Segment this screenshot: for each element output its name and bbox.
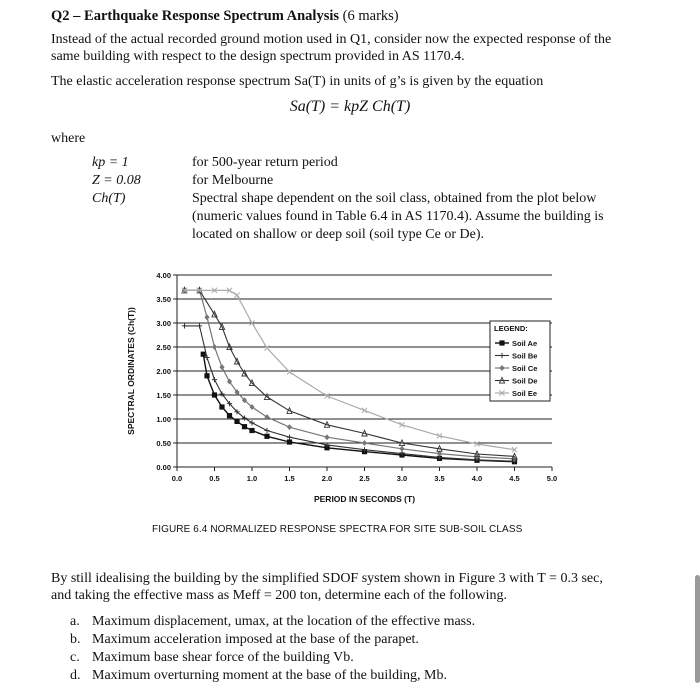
marker-diamond [362,440,367,446]
task-item [70,649,475,667]
series-line [185,290,515,456]
marker-x [264,345,269,350]
y-tick-label: 2.50 [156,343,171,352]
definition-desc [192,190,604,244]
marker-diamond [219,364,224,370]
page-scrollbar[interactable] [695,575,700,683]
marker-diamond [324,434,329,440]
definition-desc-line: for Melbourne [192,173,274,188]
marker-square [204,373,209,378]
task-text: Maximum base shear force of the building Vb. [92,650,354,665]
task-list [70,613,475,685]
legend-title: LEGEND: [494,324,528,333]
task-marker: a. [70,614,80,629]
task-item [70,613,475,631]
x-tick-label: 5.0 [546,474,558,483]
y-tick-label: 4.00 [156,271,171,280]
question-title: Q2 – Earthquake Response Spectrum Analysis [51,8,340,24]
x-tick-label: 2.0 [321,474,333,483]
y-tick-label: 3.50 [156,295,171,304]
x-tick-labels [172,474,557,483]
y-tick-label: 2.00 [156,367,171,376]
task-marker: c. [70,650,80,665]
marker-square [201,352,206,357]
x-tick-label: 4.5 [509,474,520,483]
where-label: where [51,131,86,146]
definition-desc-line: for 500-year return period [192,155,338,170]
spectrum-line: The elastic acceleration response spectrum Sa(T) in units of g’s is given by the equation [51,74,544,89]
chart-legend [490,321,550,401]
marker-plus [197,323,202,328]
marker-diamond [399,446,404,452]
marker-square [227,413,232,418]
x-tick-label: 1.0 [246,474,258,483]
marker-x [324,393,329,398]
definition-symbol: Z = 0.08 [92,173,141,188]
y-tick-labels [156,271,171,472]
definition-row [92,172,604,190]
series-line [185,290,515,458]
figure-caption: FIGURE 6.4 NORMALIZED RESPONSE SPECTRA FOR SITE SUB-SOIL CLASS [152,524,523,535]
task-marker: d. [70,668,81,683]
legend-entry: Soil Ce [512,364,538,373]
marker-diamond [212,344,217,350]
equation: Sa(T) = kpZ Ch(T) [289,98,411,115]
task-text: Maximum acceleration imposed at the base of the parapet. [92,632,419,647]
intro-line-1: Instead of the actual recorded ground motion used in Q1, consider now the expected response of the [51,32,612,47]
series-soil-ce [182,287,517,461]
legend-entry: Soil Ee [512,389,538,398]
legend-entry: Soil Be [512,351,538,361]
definition-desc [192,154,604,172]
definition-desc-line: (numeric values found in Table 6.4 in AS 1170.4). Assume the building is [192,209,604,224]
marker-square [287,439,292,444]
definitions-table [92,154,604,244]
followup-line-1: By still idealising the building by the simplified SDOF system shown in Figure 3 with T = 0.3 sec, [51,571,603,586]
task-text: Maximum overturning moment at the base of the building, Mb. [92,668,447,683]
marker-diamond [204,314,209,320]
x-tick-label: 1.5 [284,474,295,483]
y-tick-label: 1.50 [156,391,171,400]
x-tick-label: 0.5 [209,474,220,483]
x-tick-label: 3.5 [434,474,445,483]
marker-square [264,434,269,439]
marker-square [242,424,247,429]
marker-plus [287,435,292,440]
legend-entry: Soil Ae [512,339,538,348]
marker-diamond [287,424,292,430]
intro-line-2: same building with respect to the design spectrum provided in AS 1170.4. [51,49,465,64]
x-tick-label: 0.0 [171,474,183,483]
definition-row [92,190,604,244]
series-soil-de [182,287,517,459]
series-soil-ee [182,288,517,453]
definition-desc-line: located on shallow or deep soil (soil type Ce or De). [192,227,484,242]
definition-row [92,154,604,172]
y-tick-label: 3.00 [156,319,171,328]
marker-plus [212,377,217,382]
response-spectra-chart [120,262,580,512]
x-axis-label: PERIOD IN SECONDS (T) [313,494,416,504]
definition-symbol: Ch(T) [92,191,126,206]
y-tick-label: 1.00 [156,415,171,424]
y-tick-label: 0.50 [156,439,171,448]
marker-x [234,293,239,298]
marker-square [499,340,504,345]
followup-line-2: and taking the effective mass as Meff = 200 ton, determine each of the following. [51,588,508,603]
marker-square [212,392,217,397]
marker-plus [264,428,269,433]
y-axis-label: SPECTRAL ORDINATES (Ch(T)) [126,307,136,435]
chart-series [182,287,517,464]
marker-square [219,404,224,409]
x-tick-label: 2.5 [359,474,370,483]
x-tick-label: 3.0 [396,474,408,483]
legend-entry: Soil De [512,376,538,386]
series-line [185,290,515,449]
marker-x [287,369,292,374]
x-tick-label: 4.0 [471,474,483,483]
definition-desc [192,172,604,190]
task-item [70,631,475,649]
definition-desc-line: Spectral shape dependent on the soil class, obtained from the plot below [192,191,597,206]
task-text: Maximum displacement, umax, at the location of the effective mass. [92,614,476,629]
y-tick-label: 0.00 [156,463,171,472]
task-item [70,667,475,685]
question-marks: (6 marks) [342,8,399,24]
marker-plus [182,323,187,328]
definition-symbol: kp = 1 [92,155,129,170]
marker-square [249,428,254,433]
task-marker: b. [70,632,81,647]
marker-x [362,408,367,413]
question-heading [51,7,399,25]
marker-square [234,419,239,424]
